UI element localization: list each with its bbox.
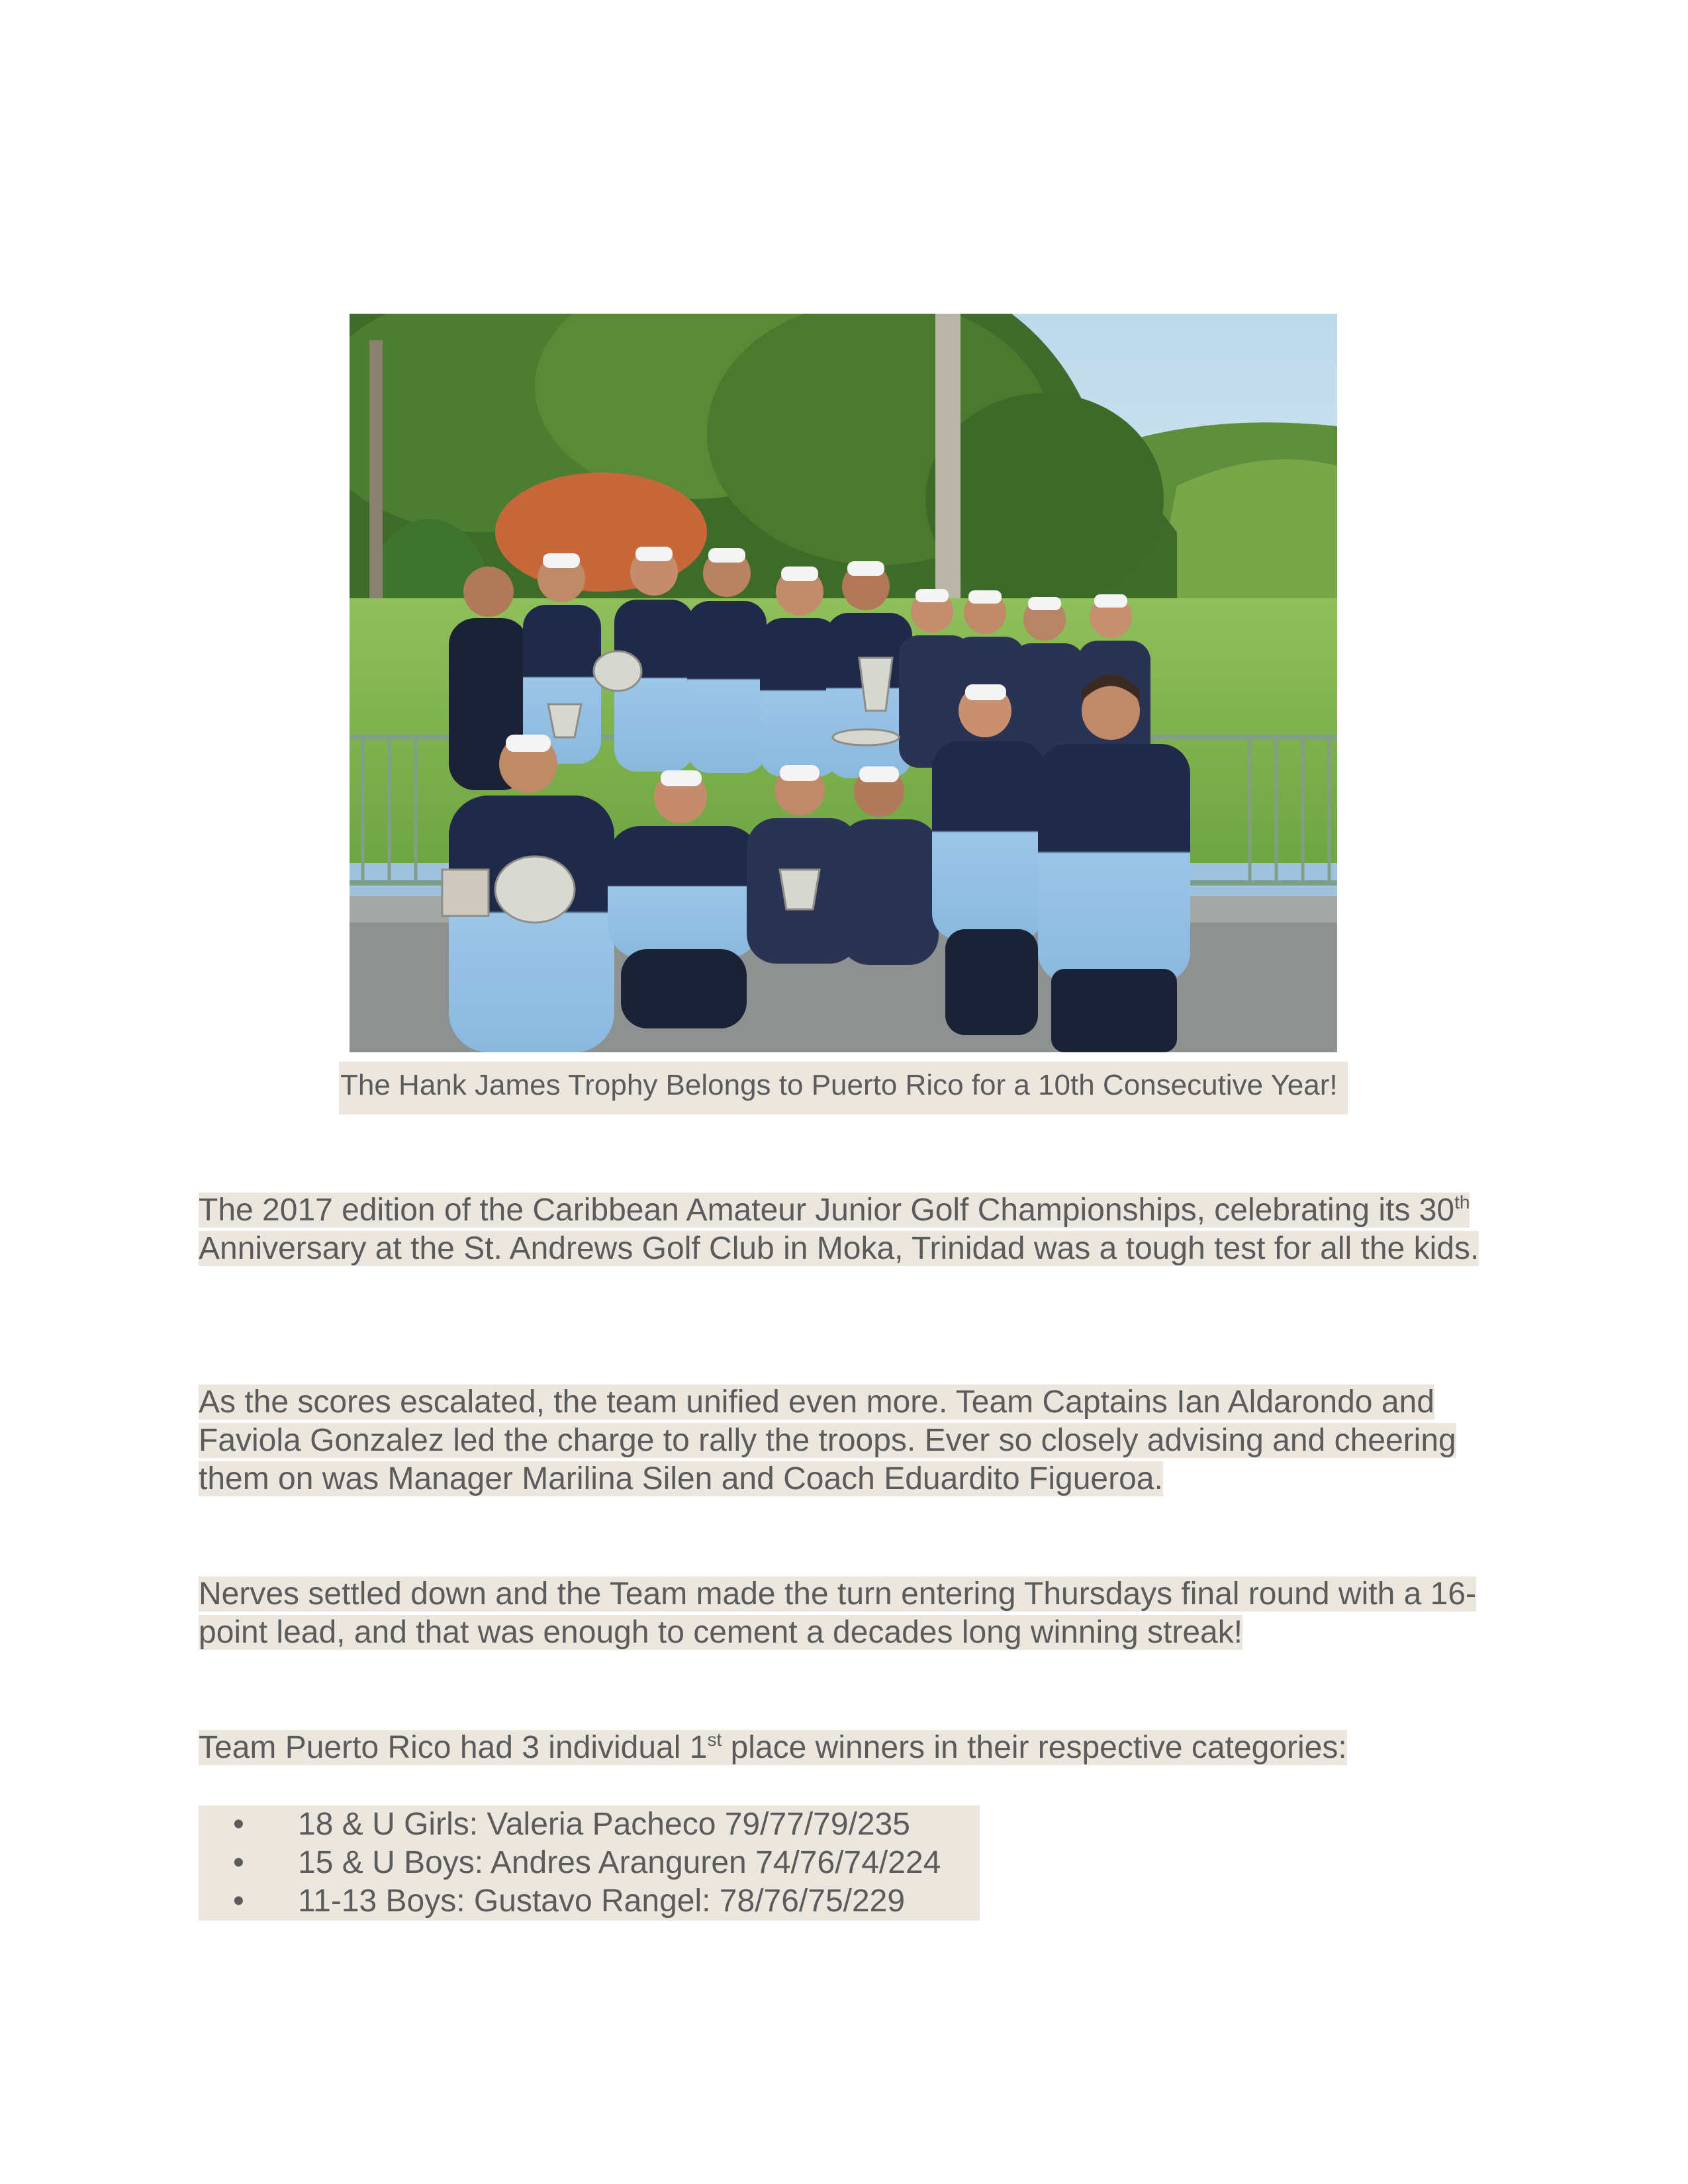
paragraph-final-round	[199, 1575, 1489, 1652]
list-item	[199, 1844, 980, 1882]
winner-text: 15 & U Boys: Andres Aranguren 74/76/74/224	[298, 1845, 941, 1880]
photo-caption	[339, 1062, 1348, 1115]
paragraph-anniversary	[199, 1191, 1489, 1268]
winner-text: 18 & U Girls: Valeria Pacheco 79/77/79/235	[298, 1807, 910, 1842]
winner-text: 11-13 Boys: Gustavo Rangel: 78/76/75/229	[298, 1884, 906, 1919]
paragraph-anniversary-text-2: Anniversary at the St. Andrews Golf Club in Moka, Trinidad was a tough test for all the kids.	[199, 1231, 1479, 1266]
paragraph-winners-intro-text-2: place winners in their respective categories:	[722, 1730, 1347, 1765]
winners-list	[199, 1805, 980, 1921]
paragraph-team-captains-text: As the scores escalated, the team unified even more. Team Captains Ian Aldarondo and Faviola Gonzalez led the charge to rally the troops. Ever so closely advising and cheering them on was Manager Marilina Silen and Coach Eduardito Figueroa.	[199, 1385, 1456, 1496]
paragraph-winners-intro	[199, 1729, 1489, 1767]
paragraph-final-round-text: Nerves settled down and the Team made the turn entering Thursdays final round with a 16-point lead, and that was enough to cement a decades long winning streak!	[199, 1576, 1477, 1650]
ordinal-suffix: th	[1454, 1192, 1470, 1212]
bullet-icon: •	[233, 1807, 244, 1842]
paragraph-team-captains	[199, 1383, 1489, 1498]
bullet-icon: •	[233, 1845, 244, 1880]
list-item	[199, 1805, 980, 1844]
team-photo	[350, 314, 1337, 1052]
paragraph-anniversary-text-1: The 2017 edition of the Caribbean Amateur Junior Golf Championships, celebrating its 30	[199, 1193, 1455, 1228]
ordinal-suffix: st	[707, 1729, 722, 1750]
team-photo-image	[350, 314, 1337, 1052]
bullet-icon: •	[233, 1884, 244, 1919]
photo-caption-text: The Hank James Trophy Belongs to Puerto Rico for a 10th Consecutive Year!	[340, 1069, 1338, 1101]
list-item	[199, 1882, 980, 1921]
paragraph-winners-intro-text-1: Team Puerto Rico had 3 individual 1	[199, 1730, 708, 1765]
